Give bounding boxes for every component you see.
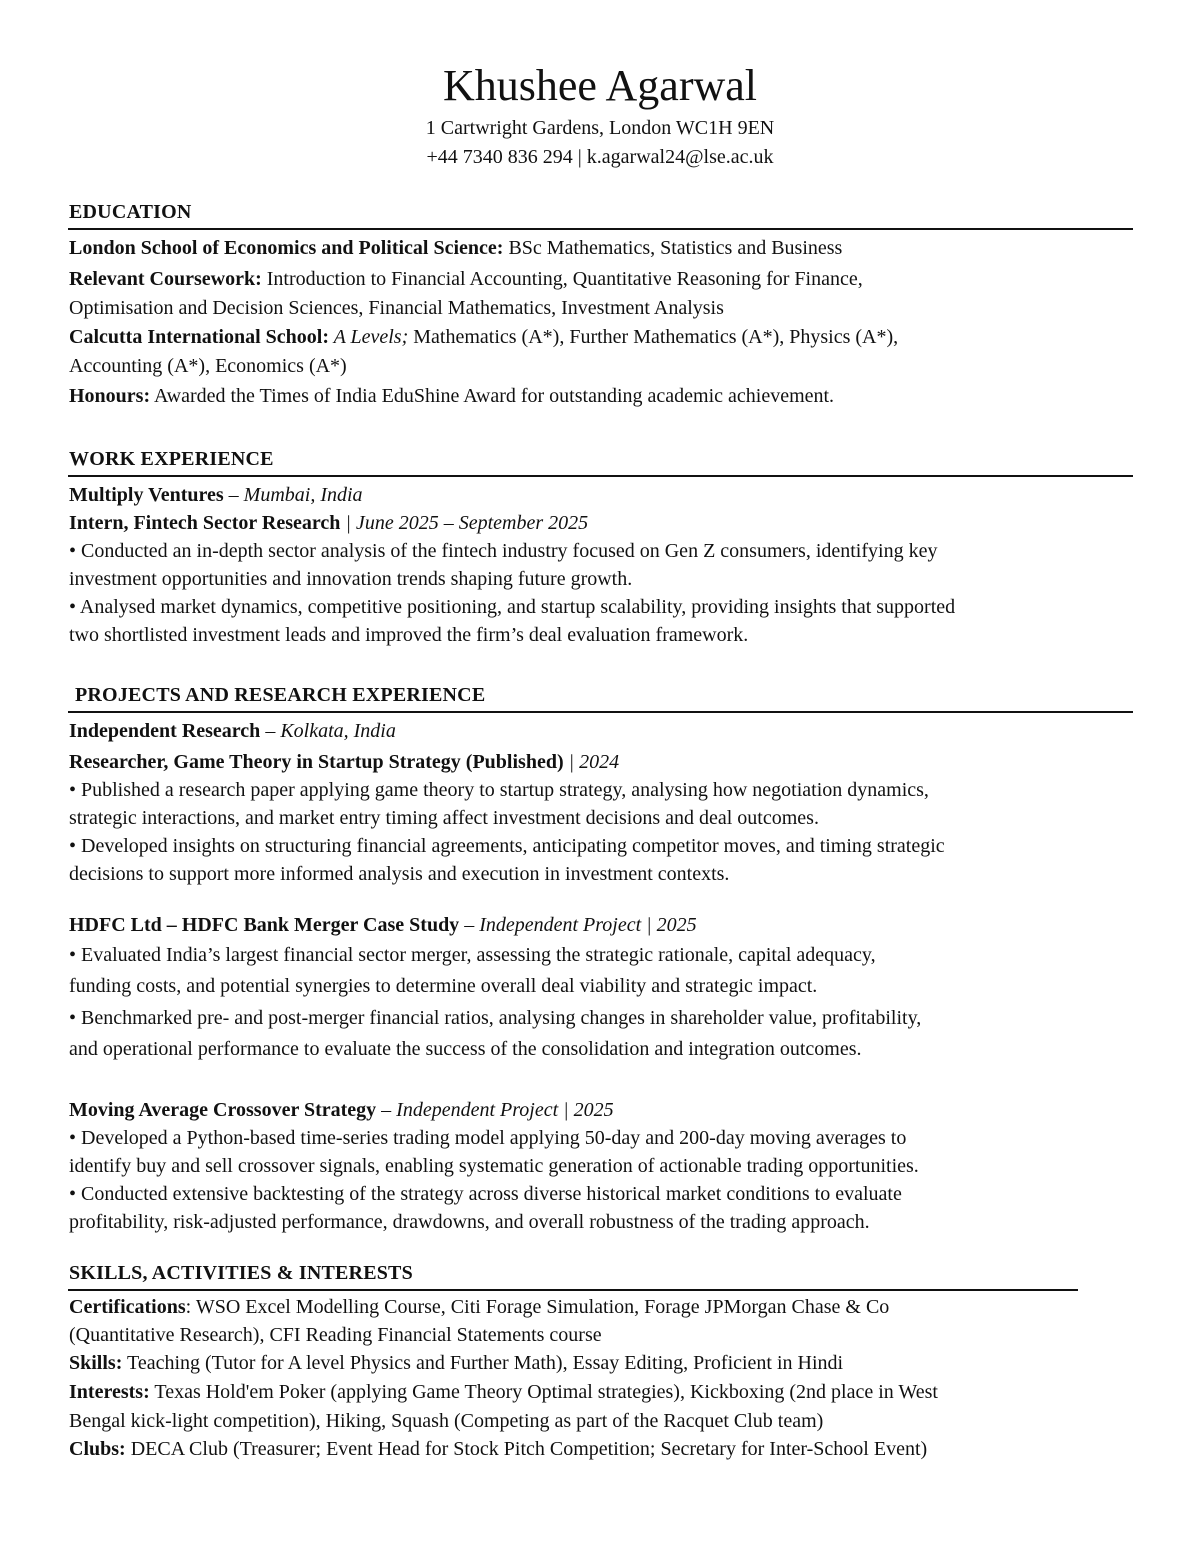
skills-certifications: [69, 1293, 889, 1321]
interests-text: Texas Hold'em Poker (applying Game Theory Optimal strategies), Kickboxing (2nd place in West: [149, 1381, 938, 1403]
hdfc-meta: – Independent Project | 2025: [459, 914, 697, 936]
coursework-text: Introduction to Financial Accounting, Quantitative Reasoning for Finance,: [261, 268, 863, 290]
research-bullet-cont: decisions to support more informed analysis and execution in investment contexts.: [69, 863, 730, 885]
school-grades: Mathematics (A*), Further Mathematics (A*), Physics (A*),: [408, 326, 899, 348]
hdfc-bullet: • Benchmarked pre- and post-merger financial ratios, analysing changes in shareholder value, profitability,: [69, 1007, 922, 1029]
company-name: Multiply Ventures: [69, 484, 224, 506]
skills-skills: [69, 1349, 843, 1377]
honours-text: Awarded the Times of India EduShine Award for outstanding academic achievement.: [150, 385, 835, 407]
section-divider: [68, 228, 1133, 230]
role-dates: | June 2025 – September 2025: [340, 512, 589, 534]
work-bullet: • Conducted an in-depth sector analysis of the fintech industry focused on Gen Z consumers, identifying key: [69, 540, 938, 562]
ma-title-text: Moving Average Crossover Strategy: [69, 1099, 377, 1121]
research-bullet-cont: strategic interactions, and market entry timing affect investment decisions and deal outcomes.: [69, 807, 819, 829]
candidate-name: Khushee Agarwal: [442, 61, 757, 110]
research-bullet: • Developed insights on structuring financial agreements, anticipating competitor moves, and timing strategic: [69, 835, 945, 857]
ma-bullet: • Developed a Python-based time-series trading model applying 50-day and 200-day moving averages to: [69, 1127, 907, 1149]
hdfc-bullet: • Evaluated India’s largest financial sector merger, assessing the strategic rationale, capital adequacy,: [69, 944, 876, 966]
school-levels: A Levels;: [329, 326, 409, 348]
role-title: Intern, Fintech Sector Research: [69, 512, 341, 534]
honours-label: Honours:: [69, 385, 151, 407]
work-bullet: • Analysed market dynamics, competitive positioning, and startup scalability, providing insights that supported: [69, 596, 956, 618]
skills-interests-cont: Bengal kick-light competition), Hiking, Squash (Competing as part of the Racquet Club team): [69, 1410, 824, 1432]
section-heading-projects: PROJECTS AND RESEARCH EXPERIENCE: [75, 684, 486, 706]
address-line: 1 Cartwright Gardens, London WC1H 9EN: [425, 117, 775, 139]
research-role-title: Researcher, Game Theory in Startup Strategy (Published): [69, 751, 564, 773]
clubs-text: DECA Club (Treasurer; Event Head for Stock Pitch Competition; Secretary for Inter-School Event): [125, 1438, 928, 1460]
ma-bullet: • Conducted extensive backtesting of the strategy across diverse historical market conditions to evaluate: [69, 1183, 902, 1205]
research-org: [69, 717, 396, 745]
section-heading-work: WORK EXPERIENCE: [69, 448, 274, 470]
section-divider: [68, 711, 1133, 713]
skills-text: Teaching (Tutor for A level Physics and Further Math), Essay Editing, Proficient in Hindi: [122, 1352, 844, 1374]
education-coursework-cont: Optimisation and Decision Sciences, Financial Mathematics, Investment Analysis: [69, 297, 724, 319]
hdfc-bullet-cont: and operational performance to evaluate the success of the consolidation and integration outcomes.: [69, 1038, 862, 1060]
skills-interests: [69, 1378, 938, 1406]
work-company: [69, 481, 363, 509]
section-divider: [68, 475, 1133, 477]
education-school: [69, 323, 898, 351]
coursework-label: Relevant Coursework:: [69, 268, 262, 290]
skills-certifications-cont: (Quantitative Research), CFI Reading Financial Statements course: [69, 1324, 602, 1346]
research-org-name: Independent Research: [69, 720, 261, 742]
education-lse: [69, 234, 842, 262]
skills-clubs: [69, 1435, 927, 1463]
research-location: – Kolkata, India: [260, 720, 396, 742]
section-heading-skills: SKILLS, ACTIVITIES & INTERESTS: [69, 1262, 413, 1284]
lse-label: London School of Economics and Political Science:: [69, 237, 504, 259]
work-bullet-cont: two shortlisted investment leads and improved the firm’s deal evaluation framework.: [69, 624, 749, 646]
lse-degree: BSc Mathematics, Statistics and Business: [503, 237, 843, 259]
cert-label: Certifications: [69, 1296, 186, 1318]
section-heading-education: EDUCATION: [69, 201, 192, 223]
clubs-label: Clubs:: [69, 1438, 126, 1460]
section-divider: [68, 1289, 1078, 1291]
company-location: – Mumbai, India: [223, 484, 363, 506]
interests-label: Interests:: [69, 1381, 150, 1403]
research-role: [69, 748, 619, 776]
ma-bullet-cont: identify buy and sell crossover signals, enabling systematic generation of actionable trading opportunities.: [69, 1155, 919, 1177]
education-honours: [69, 382, 834, 410]
research-bullet: • Published a research paper applying game theory to startup strategy, analysing how negotiation dynamics,: [69, 779, 929, 801]
hdfc-title: [69, 911, 697, 939]
research-year: | 2024: [563, 751, 620, 773]
education-coursework: [69, 265, 863, 293]
ma-bullet-cont: profitability, risk-adjusted performance, drawdowns, and overall robustness of the trading approach.: [69, 1211, 870, 1233]
hdfc-bullet-cont: funding costs, and potential synergies to determine overall deal viability and strategic impact.: [69, 975, 818, 997]
hdfc-title-text: HDFC Ltd – HDFC Bank Merger Case Study: [69, 914, 460, 936]
contact-line: +44 7340 836 294 | k.agarwal24@lse.ac.uk: [426, 146, 774, 168]
skills-label: Skills:: [69, 1352, 123, 1374]
ma-title: [69, 1096, 614, 1124]
education-school-cont: Accounting (A*), Economics (A*): [69, 355, 347, 377]
school-label: Calcutta International School:: [69, 326, 329, 348]
ma-meta: – Independent Project | 2025: [376, 1099, 614, 1121]
cert-text: : WSO Excel Modelling Course, Citi Forage Simulation, Forage JPMorgan Chase & Co: [185, 1296, 890, 1318]
work-bullet-cont: investment opportunities and innovation trends shaping future growth.: [69, 568, 633, 590]
work-role: [69, 509, 588, 537]
